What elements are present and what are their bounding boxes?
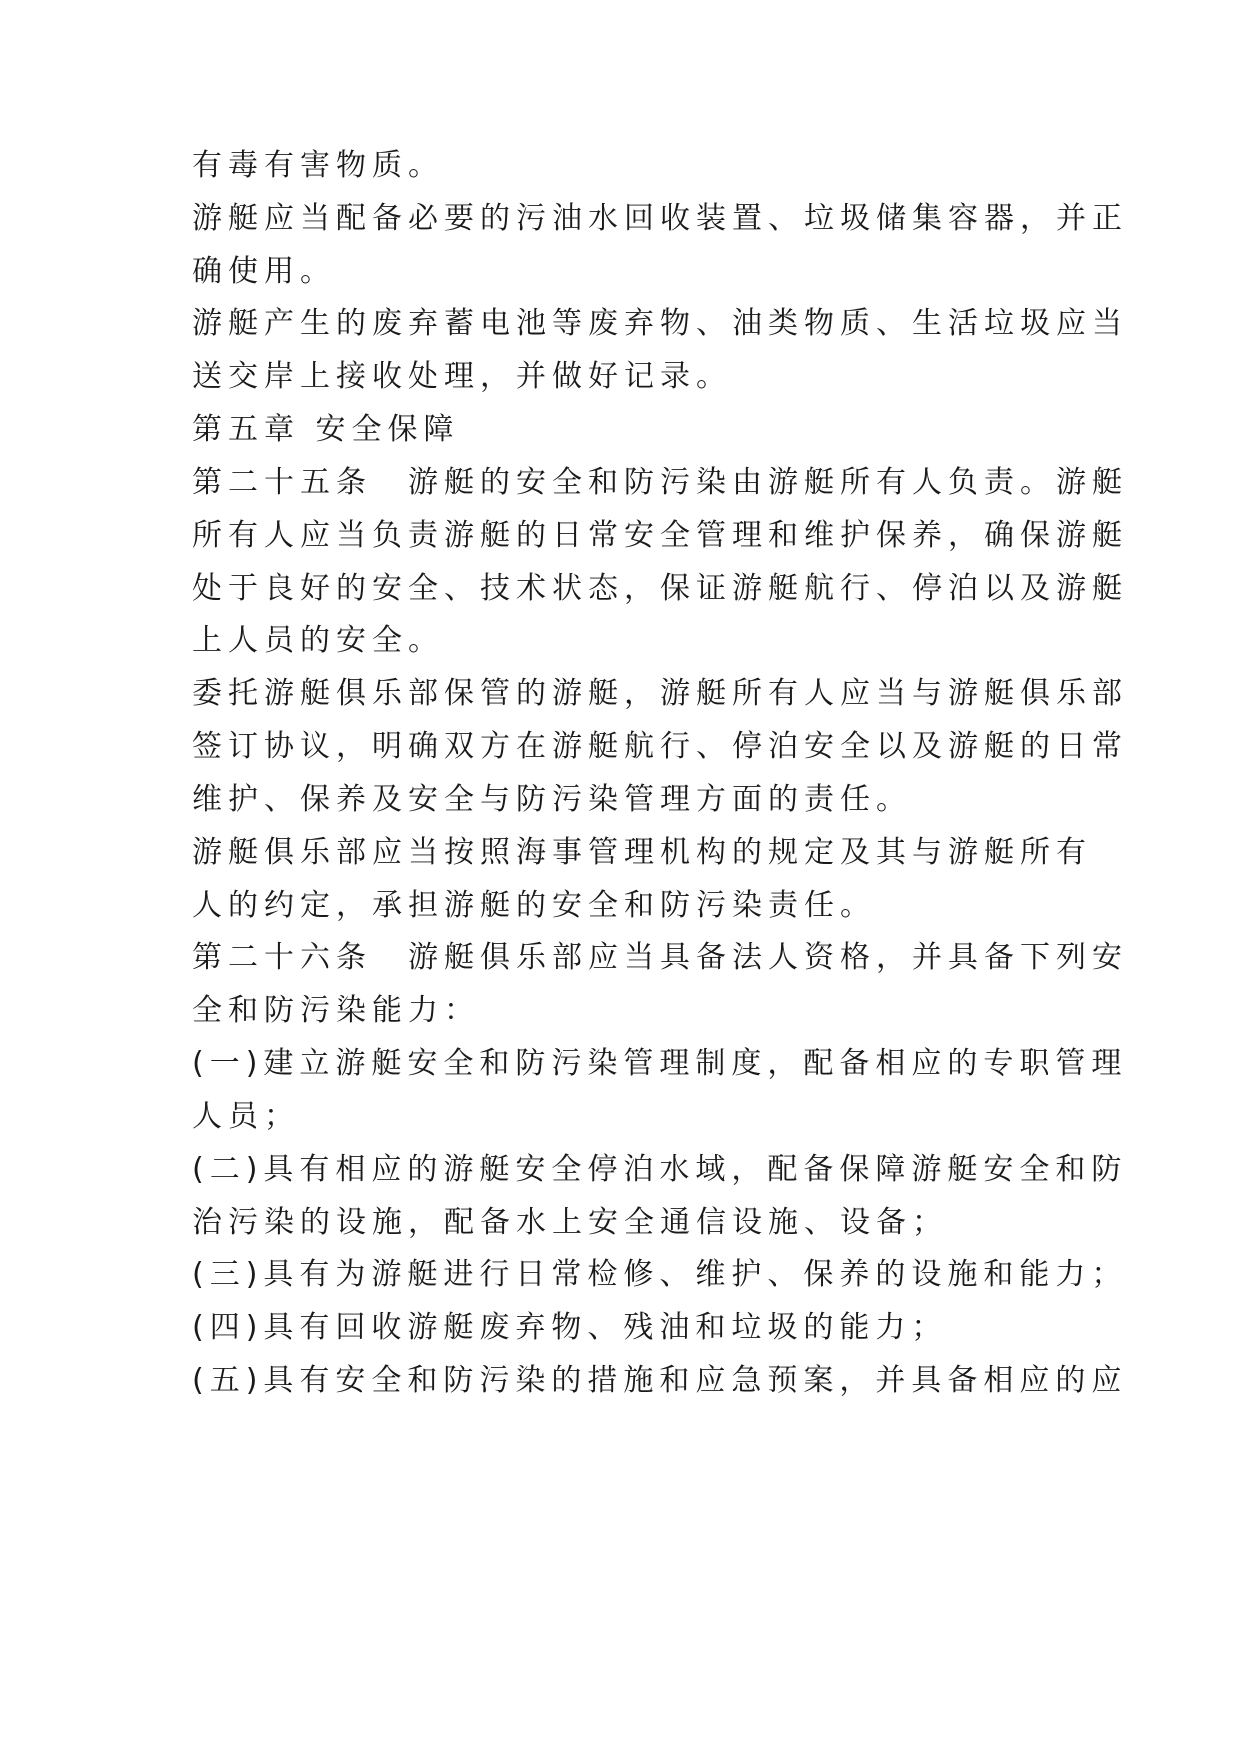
text-line: 维护、保养及安全与防污染管理方面的责任。 <box>192 782 912 817</box>
list-item: (一)建立游艇安全和防污染管理制度，配备相应的专职管理 <box>192 1046 1128 1081</box>
text-line: 确使用。 <box>192 254 336 289</box>
text-line: 全和防污染能力： <box>192 993 480 1028</box>
text-line: 处于良好的安全、技术状态，保证游艇航行、停泊以及游艇 <box>192 571 1128 606</box>
text-line: 游艇应当配备必要的污油水回收装置、垃圾储集容器，并正 <box>192 201 1128 236</box>
list-item: (五)具有安全和防污染的措施和应急预案，并具备相应的应 <box>192 1363 1128 1398</box>
text-line: 委托游艇俱乐部保管的游艇，游艇所有人应当与游艇俱乐部 <box>192 676 1128 711</box>
text-line: 送交岸上接收处理，并做好记录。 <box>192 359 732 394</box>
text-line: 第二十六条 游艇俱乐部应当具备法人资格，并具备下列安 <box>192 940 1128 975</box>
text-line: 上人员的安全。 <box>192 623 444 658</box>
text-line: 人员； <box>192 1099 300 1134</box>
text-line: 人的约定，承担游艇的安全和防污染责任。 <box>192 888 876 923</box>
list-item: (四)具有回收游艇废弃物、残油和垃圾的能力； <box>192 1310 948 1345</box>
list-item: (二)具有相应的游艇安全停泊水域，配备保障游艇安全和防 <box>192 1152 1128 1187</box>
list-item: (三)具有为游艇进行日常检修、维护、保养的设施和能力； <box>192 1257 1128 1292</box>
text-line: 治污染的设施，配备水上安全通信设施、设备； <box>192 1205 948 1240</box>
text-line: 所有人应当负责游艇的日常安全管理和维护保养，确保游艇 <box>192 518 1128 553</box>
chapter-heading: 第五章 安全保障 <box>192 412 460 447</box>
text-line: 第二十五条 游艇的安全和防污染由游艇所有人负责。游艇 <box>192 465 1128 500</box>
text-line: 游艇产生的废弃蓄电池等废弃物、油类物质、生活垃圾应当 <box>192 306 1128 341</box>
text-line: 签订协议，明确双方在游艇航行、停泊安全以及游艇的日常 <box>192 729 1128 764</box>
text-line: 有毒有害物质。 <box>192 148 444 183</box>
text-line: 游艇俱乐部应当按照海事管理机构的规定及其与游艇所有 <box>192 835 1092 870</box>
